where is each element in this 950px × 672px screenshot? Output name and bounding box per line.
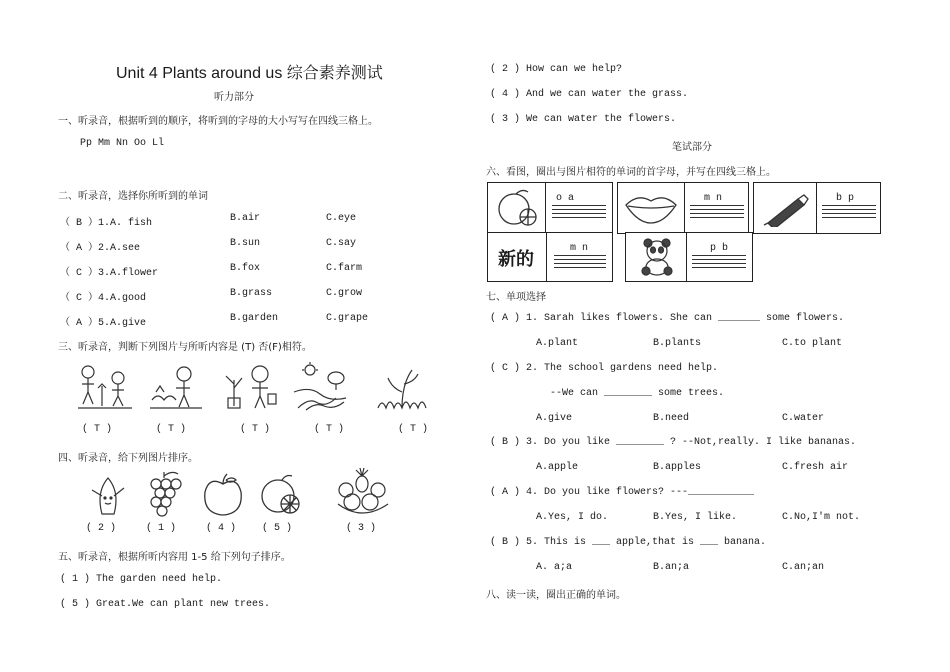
- grapes-picture: [142, 470, 188, 518]
- writing-heading: 笔试部分: [672, 142, 712, 153]
- s2-q1-answer: （ B ）1.A. fish: [60, 218, 153, 229]
- section-2-heading: 二、听录音，选择你所听到的单词: [58, 191, 208, 202]
- four-line-grid: [690, 205, 744, 221]
- mouth-picture: [624, 191, 678, 225]
- s7-q3-a: A.apple: [536, 462, 579, 473]
- s4-answer-2: ( 1 ): [146, 523, 177, 534]
- s6-box4-letters: m n: [570, 243, 589, 254]
- s5-item-5: ( 3 ) We can water the flowers.: [490, 114, 677, 125]
- s7-q5-a: A. a;a: [536, 562, 573, 573]
- banana-picture: [86, 472, 130, 518]
- section-3-heading: 三、听录音，判断下列图片与所听内容是 (T) 否(F)相符。: [58, 342, 312, 353]
- section-6-heading: 六、看图，圈出与图片相符的单词的首字母，并写在四线三格上。: [486, 167, 776, 178]
- river-landscape-picture: [290, 362, 350, 412]
- section-5-heading: 五、听录音，根据所听内容用 1-5 给下列句子排序。: [58, 552, 291, 563]
- s3-answer-3: ( T ): [240, 424, 271, 435]
- s6-box2-letters: m n: [704, 193, 723, 204]
- s2-q2-answer: （ A ）2.A.see: [60, 243, 141, 254]
- s7-q1-c: C.to plant: [782, 338, 843, 349]
- s2-q3-answer: （ C ）3.A.flower: [60, 268, 159, 279]
- section-1-heading: 一、听录音，根据听到的顺序，将听到的字母的大小写写在四线三格上。: [58, 116, 378, 127]
- listening-heading: 听力部分: [214, 92, 254, 103]
- s2-q3-c: C.farm: [326, 263, 363, 274]
- s6-box5-letters: p b: [710, 243, 729, 254]
- s5-item-2: ( 5 ) Great.We can plant new trees.: [60, 599, 271, 610]
- s2-q2-b: B.sun: [230, 238, 261, 249]
- s7-q2-a: A.give: [536, 413, 573, 424]
- s7-q3-b: B.apples: [653, 462, 702, 473]
- s7-q1-b: B.plants: [653, 338, 702, 349]
- s7-q5-c: C.an;an: [782, 562, 825, 573]
- orange-picture: [258, 472, 304, 518]
- s6-box-orange: [487, 182, 613, 234]
- s7-q1-stem: ( A ) 1. Sarah likes flowers. She can _______ some flowers.: [490, 313, 845, 324]
- s2-q1-c: C.eye: [326, 213, 357, 224]
- s7-q3-c: C.fresh air: [782, 462, 849, 473]
- four-line-grid: [552, 205, 606, 221]
- four-line-grid: [822, 205, 876, 221]
- s7-q5-b: B.an;a: [653, 562, 690, 573]
- s6-box4-picture-text: 新的: [498, 249, 534, 270]
- children-planting-tree-picture: [74, 362, 134, 412]
- orange-slice-picture: [494, 187, 542, 229]
- four-line-grid: [692, 255, 746, 271]
- s7-q2-c: C.water: [782, 413, 825, 424]
- s6-box3-letters: b p: [836, 193, 855, 204]
- s7-q4-stem: ( A ) 4. Do you like flowers? ---___________: [490, 487, 755, 498]
- s7-q4-a: A.Yes, I do.: [536, 512, 609, 523]
- s6-box1-letters: o a: [556, 193, 575, 204]
- s4-answer-1: ( 2 ): [86, 523, 117, 534]
- s3-answer-4: ( T ): [314, 424, 345, 435]
- s3-answer-2: ( T ): [156, 424, 187, 435]
- s7-q2-stem: ( C ) 2. The school gardens need help.: [490, 363, 719, 374]
- s6-box-new: [487, 232, 613, 282]
- s2-q3-b: B.fox: [230, 263, 261, 274]
- s2-q4-answer: （ C ）4.A.good: [60, 293, 147, 304]
- section-4-heading: 四、听录音，给下列图片排序。: [58, 453, 198, 464]
- section-8-heading: 八、读一读，圈出正确的单词。: [486, 590, 626, 601]
- plant-grass-picture: [372, 362, 432, 412]
- s4-answer-5: ( 3 ): [346, 523, 377, 534]
- section-7-heading: 七、单项选择: [486, 292, 546, 303]
- s2-q5-answer: （ A ）5.A.give: [60, 318, 147, 329]
- four-line-grid: [554, 255, 606, 271]
- apple-picture: [200, 472, 246, 518]
- s2-q2-c: C.say: [326, 238, 357, 249]
- s6-box-panda: [625, 232, 753, 282]
- s2-q4-c: C.grow: [326, 288, 363, 299]
- s7-q2-b: B.need: [653, 413, 690, 424]
- section-1-letters: Pp Mm Nn Oo Ll: [80, 138, 165, 149]
- s7-q5-stem: ( B ) 5. This is ___ apple,that is ___ banana.: [490, 537, 767, 548]
- page-title: Unit 4 Plants around us 综合素养测试: [116, 65, 383, 82]
- child-watering-garden-picture: [146, 362, 206, 412]
- s2-q4-b: B.grass: [230, 288, 273, 299]
- s3-answer-5: ( T ): [398, 424, 429, 435]
- s5-item-3: ( 2 ) How can we help?: [490, 64, 623, 75]
- s7-q4-b: B.Yes, I like.: [653, 512, 738, 523]
- s7-q3-stem: ( B ) 3. Do you like ________ ? --Not,really. I like bananas.: [490, 437, 857, 448]
- s5-item-4: ( 4 ) And we can water the grass.: [490, 89, 689, 100]
- fruit-basket-picture: [334, 466, 392, 518]
- s2-q5-b: B.garden: [230, 313, 279, 324]
- s6-box-pen: [753, 182, 881, 234]
- s3-answer-1: ( T ): [82, 424, 113, 435]
- s6-box-mouth: [617, 182, 749, 234]
- pen-picture: [762, 191, 812, 227]
- s2-q5-c: C.grape: [326, 313, 369, 324]
- boy-with-tree-picture: [222, 362, 282, 412]
- s4-answer-3: ( 4 ): [206, 523, 237, 534]
- panda-picture: [636, 237, 680, 277]
- s7-q4-c: C.No,I'm not.: [782, 512, 861, 523]
- s7-q2-stem-2: --We can ________ some trees.: [550, 388, 725, 399]
- s4-answer-4: ( 5 ): [262, 523, 293, 534]
- s5-item-1: ( 1 ) The garden need help.: [60, 574, 223, 585]
- s7-q1-a: A.plant: [536, 338, 579, 349]
- s2-q1-b: B.air: [230, 213, 261, 224]
